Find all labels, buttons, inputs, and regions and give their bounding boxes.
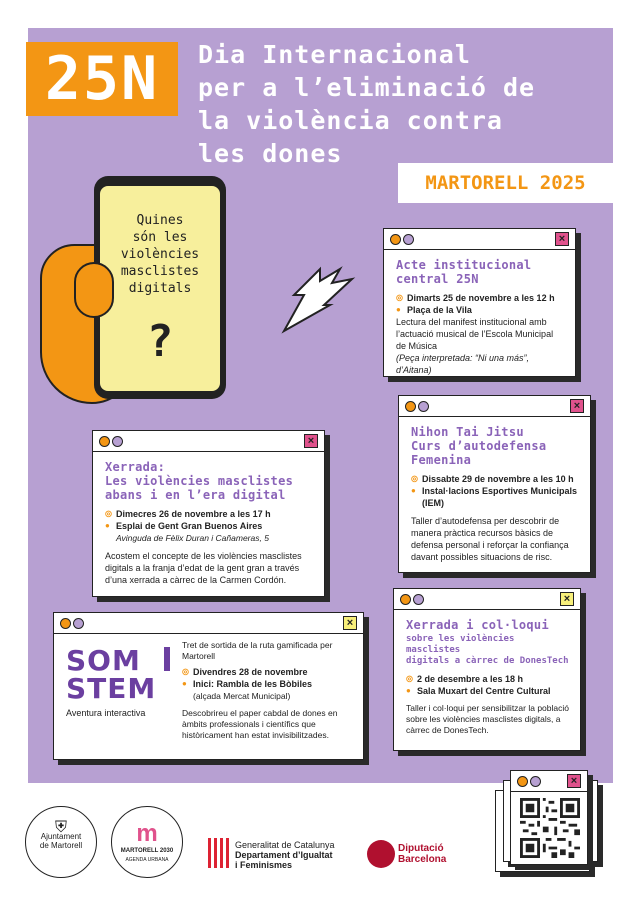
clock-icon: ◎ <box>411 474 418 483</box>
location-pin-icon: ● <box>411 486 416 495</box>
page-title <box>198 38 558 170</box>
close-icon[interactable]: × <box>343 616 357 630</box>
event-subtitle <box>406 634 570 667</box>
diputacio-logo-line: Barcelona <box>398 854 447 865</box>
exclamation-icon <box>164 647 170 671</box>
event-title-line: Femenina <box>411 453 472 467</box>
event-description: Lectura del manifest institucional amb l’actuació musical de l’Escola Municipal de Música <box>396 317 554 351</box>
generalitat-flag-icon <box>208 838 230 868</box>
location-pin-icon: ● <box>406 686 411 695</box>
event-title <box>411 425 578 467</box>
event-place-text: Sala Muxart del Centre Cultural <box>417 686 551 696</box>
orange-dot-icon <box>60 618 71 629</box>
event-description: Descobrireu el paper cabdal de dones en àmbits professionals i científics que històricament han estat invisibilitzades. <box>182 708 338 740</box>
event-date-text: Dissabte 29 de novembre a les 10 h <box>422 474 574 484</box>
diputacio-emblem-icon <box>367 840 395 868</box>
window-acte-institucional <box>383 228 576 377</box>
window-titlebar <box>399 396 590 417</box>
window-titlebar <box>384 229 575 250</box>
event-place <box>406 685 570 697</box>
event-note: (Peça interpretada: “Ni una más”, d’Aitana) <box>396 353 530 375</box>
close-icon[interactable]: × <box>560 592 574 606</box>
event-title-line: abans i en l’era digital <box>105 488 286 502</box>
orange-dot-icon <box>405 401 416 412</box>
orange-dot-icon <box>400 594 411 605</box>
window-qr <box>510 770 588 865</box>
event-description: Acostem el concepte de les violències masclistes digitals a la franja d’edat de la gent gran a través d’una xerrada a càrrec de la Carmen Cordón. <box>105 551 302 585</box>
event-date <box>406 673 570 685</box>
title-line: per a l’eliminació de <box>198 73 536 102</box>
event-place-text: Esplai de Gent Gran Buenos Aires <box>116 521 263 531</box>
window-titlebar <box>93 431 324 452</box>
window-titlebar <box>511 771 587 792</box>
close-icon[interactable]: × <box>567 774 581 788</box>
orange-dot-icon <box>99 436 110 447</box>
generalitat-logo <box>235 840 375 870</box>
event-place <box>105 520 312 532</box>
event-place <box>396 304 563 316</box>
event-date-text: Dimecres 26 de novembre a les 17 h <box>116 509 271 519</box>
event-description: Taller d’autodefensa per descobrir de manera pràctica recursos bàsics de defensa personal i reforçar la confiança davant possibles situacions de risc. <box>411 516 569 562</box>
event-title-line: Acte institucional <box>396 258 532 272</box>
window-som-stem <box>53 612 364 760</box>
ajuntament-logo-line: de Martorell <box>39 841 83 850</box>
event-subtitle-line: digitals a càrrec de DonesTech <box>406 656 569 666</box>
close-icon[interactable]: × <box>304 434 318 448</box>
generalitat-logo-line: Departament d’Igualtat <box>235 850 333 860</box>
martorell-2030-line: MARTORELL 2030 <box>120 848 174 854</box>
orange-dot-icon <box>390 234 401 245</box>
ajuntament-logo <box>25 806 97 878</box>
purple-dot-icon <box>418 401 429 412</box>
event-place-text: Plaça de la Vila <box>407 305 472 315</box>
crest-icon: ⛨ <box>54 819 67 836</box>
martorell-2030-line: AGENDA URBANA <box>125 857 169 863</box>
phone-text-line: Quines <box>136 213 184 228</box>
location-pin-icon: ● <box>182 679 187 688</box>
generalitat-logo-line: i Feminismes <box>235 860 293 870</box>
somstem-logo-subtitle: Aventura interactiva <box>66 708 146 718</box>
event-place-detail: (alçada Mercat Municipal) <box>193 691 291 701</box>
purple-dot-icon <box>112 436 123 447</box>
purple-dot-icon <box>530 776 541 787</box>
clock-icon: ◎ <box>396 293 403 302</box>
event-date <box>182 666 356 678</box>
somstem-logo-line: STEM <box>66 672 157 705</box>
title-line: les dones <box>198 139 343 168</box>
event-date-text: Dimarts 25 de novembre a les 12 h <box>407 293 555 303</box>
phone-text-line: masclistes <box>120 264 200 279</box>
phone-text-line: són les <box>132 230 188 245</box>
event-place <box>411 485 578 509</box>
event-place-text: Instal·lacions Esportives Municipals (IEM) <box>422 486 578 508</box>
purple-dot-icon <box>73 618 84 629</box>
title-line: Dia Internacional <box>198 40 471 69</box>
event-place <box>182 678 356 690</box>
event-date-text: 2 de desembre a les 18 h <box>417 674 524 684</box>
generalitat-logo-line: Generalitat de Catalunya <box>235 840 335 850</box>
event-intro: Tret de sortida de la ruta gamificada per Martorell <box>182 640 333 661</box>
m-icon: m <box>136 820 158 847</box>
location-pin-icon: ● <box>105 521 110 530</box>
event-title-line: Xerrada: <box>105 460 166 474</box>
clock-icon: ◎ <box>182 667 189 676</box>
badge-25n: 25N <box>26 42 178 116</box>
event-title-line: central 25N <box>396 272 479 286</box>
event-date <box>411 473 578 485</box>
purple-dot-icon <box>413 594 424 605</box>
event-title <box>396 258 563 286</box>
window-xerrada-violencies <box>92 430 325 597</box>
event-date <box>105 508 312 520</box>
phone-text-line: violències <box>120 247 200 262</box>
event-title: Xerrada i col·loqui <box>406 618 549 632</box>
phone-text <box>100 212 220 297</box>
close-icon[interactable]: × <box>555 232 569 246</box>
phone-text-line: digitals <box>128 281 192 296</box>
question-mark: ? <box>146 316 174 367</box>
clock-icon: ◎ <box>105 509 112 518</box>
window-nihon-tai-jitsu <box>398 395 591 573</box>
qr-code-icon[interactable] <box>520 798 580 858</box>
close-icon[interactable]: × <box>570 399 584 413</box>
event-date-text: Divendres 28 de novembre <box>193 667 308 677</box>
location-pin-icon: ● <box>396 305 401 314</box>
event-title-line: Curs d’autodefensa <box>411 439 547 453</box>
orange-dot-icon <box>517 776 528 787</box>
title-line: la violència contra <box>198 106 503 135</box>
clock-icon: ◎ <box>406 674 413 683</box>
ajuntament-logo-line: Ajuntament <box>40 832 82 841</box>
thumb-icon <box>74 262 114 318</box>
event-title-line: Les violències masclistes <box>105 474 294 488</box>
window-xerrada-col-loqui <box>393 588 581 751</box>
event-title-line: Nihon Tai Jitsu <box>411 425 524 439</box>
purple-dot-icon <box>403 234 414 245</box>
pointer-cursor-icon <box>280 265 360 335</box>
somstem-logo <box>66 644 176 747</box>
window-titlebar <box>394 589 580 610</box>
diputacio-logo <box>398 843 458 865</box>
window-titlebar <box>54 613 363 634</box>
event-place-text: Inici: Rambla de les Bòbiles <box>193 679 313 689</box>
event-address: Avinguda de Fèlix Duran i Cañameras, 5 <box>116 533 269 543</box>
event-subtitle-line: sobre les violències masclistes <box>406 634 515 655</box>
somstem-logo-line: SOM <box>66 644 141 677</box>
diputacio-logo-line: Diputació <box>398 843 444 854</box>
martorell-2030-logo <box>111 806 183 878</box>
event-title <box>105 460 312 502</box>
city-label: MARTORELL 2025 <box>398 163 613 203</box>
phone-illustration <box>40 176 240 416</box>
event-description: Taller i col·loqui per sensibilitzar la població sobre les violències masclistes digitals, a càrrec de DonesTech. <box>406 703 569 735</box>
event-date <box>396 292 563 304</box>
